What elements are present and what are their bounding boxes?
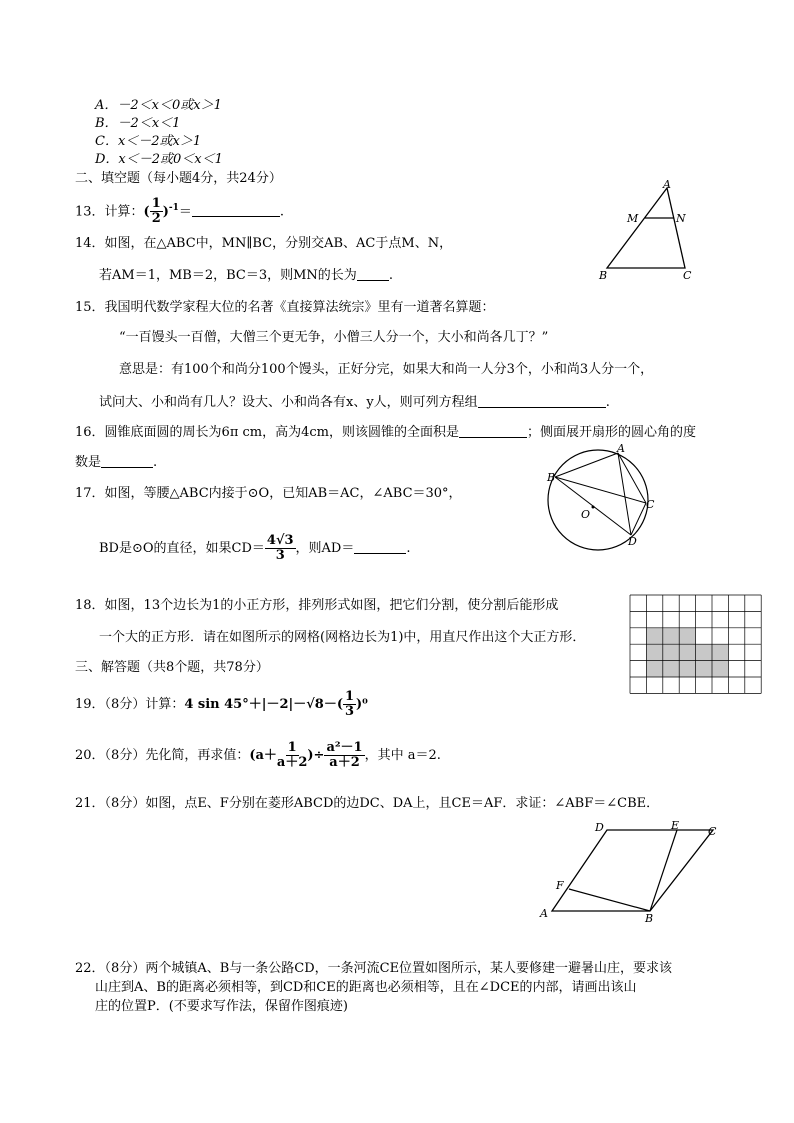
grid-shaded-cell xyxy=(663,644,679,660)
q20-fraction-1: $\frac{1}{a+2}$ xyxy=(276,740,308,770)
question-16-line2: 数是 . xyxy=(75,455,158,470)
question-18-line2: 一个大的正方形．请在如图所示的网格(网格边长为1)中，用直尺作出这个大正方形． xyxy=(99,630,586,645)
question-18-line1: 18．如图，13个边长为1的小正方形，排列形式如图，把它们分割，使分割后能形成 xyxy=(75,598,559,613)
q13-exponent: -1 xyxy=(168,203,179,213)
question-20: 20．（8分）先化简，再求值：(a＋ $\frac{1}{a+2}$ )÷ $\frac{\text{a²－1}}{a+2}$ ，其中 a＝2. xyxy=(75,740,441,770)
label-e: E xyxy=(671,819,680,832)
grid-shaded-cell xyxy=(679,644,695,660)
q20-fraction-2: $\frac{\text{a²－1}}{a+2}$ xyxy=(326,740,363,770)
choice-c: C．x＜－2或x＞1 xyxy=(95,134,202,149)
q15-answer-blank[interactable] xyxy=(478,395,606,408)
q13-equals: ＝ xyxy=(178,204,192,220)
circle-figure xyxy=(545,443,660,558)
question-15-line4: 试问大、小和尚有几人？设大、小和尚各有x、y人，则可列方程组 . xyxy=(99,395,610,410)
label-n: N xyxy=(676,212,686,225)
question-21: 21．（8分）如图，点E、F分别在菱形ABCD的边DC、DA上，且CE＝AF．求证：∠ABF＝∠CBE． xyxy=(75,796,660,811)
question-22-line2: 山庄到A、B的距离必须相等，到CD和CE的距离也必须相等，且在∠DCE的内部，请画出该山 xyxy=(95,980,637,995)
q16-area-blank[interactable] xyxy=(459,425,527,438)
question-16-line1: 16．圆锥底面圆的周长为6π cm，高为4cm，则该圆锥的全面积是 ；侧面展开扇形的圆心角的度 xyxy=(75,425,696,440)
choice-d: D．x＜－2或0＜x＜1 xyxy=(95,152,223,167)
label-m: M xyxy=(627,212,639,225)
label-c: C xyxy=(683,269,692,282)
q19-expression: 4 sin 45°＋|－2|－√8－( xyxy=(184,697,343,712)
question-15-line1: 15．我国明代数学家程大位的名著《直接算法统宗》里有一道著名算题： xyxy=(75,300,495,315)
rhombus-figure xyxy=(535,818,735,923)
q19-fraction: $\frac{1}{3}$ xyxy=(344,689,355,719)
question-19: 19．（8分）计算：4 sin 45°＋|－2|－√8－( $\frac{1}{3}$ )⁰ xyxy=(75,689,368,719)
label-c: C xyxy=(708,825,717,838)
q13-prefix: 13．计算： xyxy=(75,204,144,220)
grid-shaded-cell xyxy=(696,644,712,660)
question-17-line2: BD是⊙O的直径，如果CD＝ $\frac{4√3}{3}$ ，则AD＝ . xyxy=(99,533,411,563)
q14-answer-blank[interactable] xyxy=(357,268,389,281)
label-o: O xyxy=(581,508,591,521)
question-14-line2: 若AM＝1，MB＝2，BC＝3，则MN的长为 . xyxy=(99,268,393,283)
question-13: 13．计算：( $\frac{1}{2}$ )$^{-1}$＝ . xyxy=(75,196,285,227)
label-a: A xyxy=(540,907,548,920)
grid-shaded-cell xyxy=(679,661,695,677)
q17-answer-blank[interactable] xyxy=(354,541,406,554)
question-17-line1: 17．如图，等腰△ABC内接于⊙O，已知AB＝AC，∠ABC＝30°， xyxy=(75,486,462,501)
grid-shaded-cell xyxy=(712,644,728,660)
question-14-line1: 14．如图，在△ABC中，MN∥BC，分别交AB、AC于点M、N， xyxy=(75,236,453,251)
q13-fraction: $\frac{1}{2}$ xyxy=(151,196,161,227)
section-heading-fill-blank: 二、填空题（每小题4分，共24分） xyxy=(75,171,282,186)
label-b: B xyxy=(599,269,608,282)
label-c: C xyxy=(646,498,655,511)
grid-figure xyxy=(630,595,762,695)
question-15-line3: 意思是：有100个和尚分100个馒头，正好分完，如果大和尚一人分3个，小和尚3人分一个， xyxy=(119,362,654,377)
q17-fraction: $\frac{4√3}{3}$ xyxy=(266,533,294,563)
grid-shaded-cell xyxy=(663,661,679,677)
label-d: D xyxy=(628,535,637,548)
label-f: F xyxy=(556,879,564,892)
grid-shaded-cell xyxy=(646,661,662,677)
section-heading-solve: 三、解答题（共8个题，共78分） xyxy=(75,660,269,675)
grid-shaded-cell xyxy=(712,661,728,677)
triangle-figure xyxy=(595,178,705,288)
label-b: B xyxy=(547,471,556,484)
label-a: A xyxy=(663,178,671,191)
choice-a: A．－2＜x＜0或x＞1 xyxy=(95,98,222,113)
grid-shaded-cell xyxy=(646,644,662,660)
choice-b: B．－2＜x＜1 xyxy=(95,116,181,131)
label-d: D xyxy=(595,821,604,834)
label-b: B xyxy=(645,912,654,925)
grid-shaded-cell xyxy=(679,628,695,644)
question-15-line2: “一百馒头一百僧，大僧三个更无争，小僧三人分一个，大小和尚各几丁？” xyxy=(119,330,549,345)
question-22-line3: 庄的位置P．(不要求写作法，保留作图痕迹) xyxy=(95,999,348,1014)
grid-shaded-cell xyxy=(696,661,712,677)
grid-shaded-cell xyxy=(646,628,662,644)
grid-shaded-cell xyxy=(663,628,679,644)
question-22-line1: 22．（8分）两个城镇A、B与一条公路CD，一条河流CE位置如图所示，某人要修建一避暑山庄，要求该 xyxy=(75,961,673,976)
label-a: A xyxy=(617,442,625,455)
q13-answer-blank[interactable] xyxy=(192,204,280,217)
q16-angle-blank[interactable] xyxy=(101,455,153,468)
